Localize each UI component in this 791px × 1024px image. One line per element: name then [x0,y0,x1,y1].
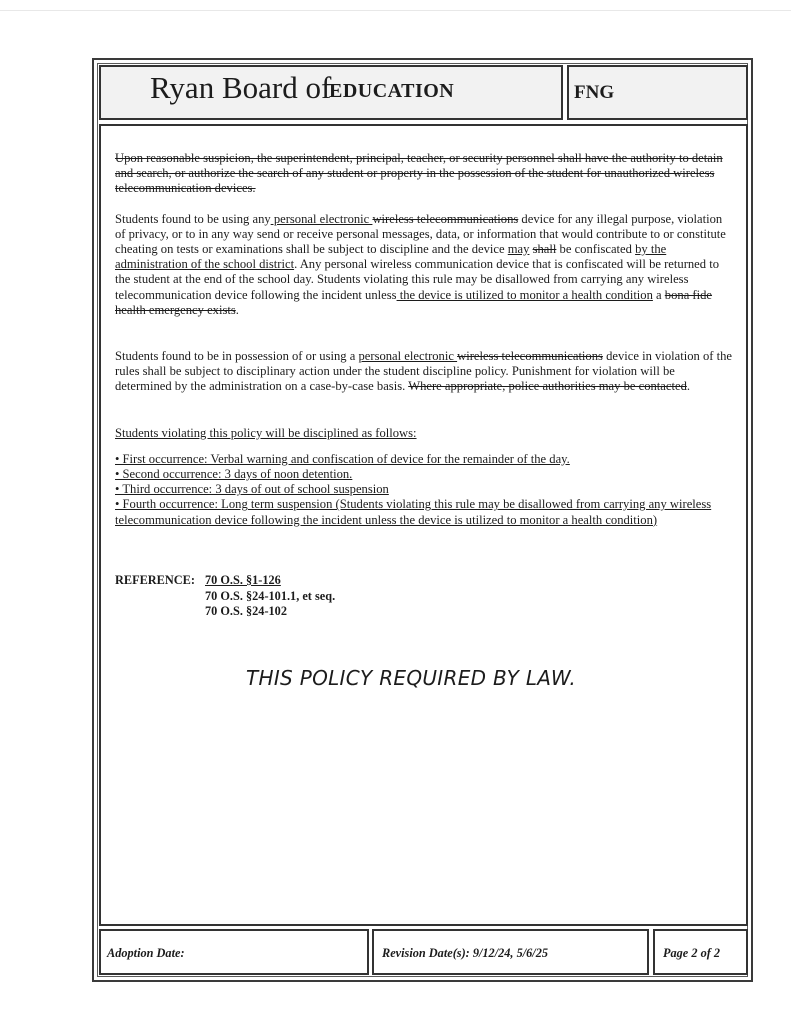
reference-item: 70 O.S. §24-101.1, et seq. [205,588,336,603]
struck-paragraph: Upon reasonable suspicion, the superintendent, principal, teacher, or security personnel shall have the authority to detain and search, or authorize the search of any student or property in the possession of the student for unauthorized wireless telecommunication devices. [115,151,723,196]
reference-item: 70 O.S. §1-126 [205,573,281,587]
scan-edge-line [0,10,791,11]
reference-list [205,573,335,620]
discipline-heading: Students violating this policy will be disciplined as follows: [115,425,417,440]
required-by-law-notice: THIS POLICY REQUIRED BY LAW. [246,666,577,690]
using-device-paragraph: Students found to be using any personal electronic wireless telecommunications device for any illegal purpose, violation of privacy, or to in any way send or receive personal messages, data, or information that would contribute to or constitute cheating on tests or examinations shall be subject to discipline and the device may shall be confiscated by the administration of the school district. Any personal wireless communication device that is confiscated will be returned to the student at the end of the school day. Students violating this rule may be disallowed from carrying any wireless telecommunication device following the incident unless the device is utilized to monitor a health condition a bona fide health emergency exists. [115,211,726,317]
occurrence-item: • Third occurrence: 3 days of out of school suspension [115,482,389,497]
occurrence-item: • Fourth occurrence: Long term suspension (Students violating this rule may be disallowed from carrying any wireless telecommunication device following the incident unless the device is utilized to monitor a health condition) [115,497,712,527]
reference-item: 70 O.S. §24-102 [205,604,287,618]
board-subtitle: EDUCATION [329,80,455,102]
occurrence-item: • Second occurrence: 3 days of noon detention. [115,467,353,482]
occurrence-item: • First occurrence: Verbal warning and confiscation of device for the remainder of the day. [115,451,570,466]
adoption-date-label: Adoption Date: [107,946,185,960]
policy-content [115,151,733,528]
page-number-box [653,929,748,975]
board-title: Ryan Board of [150,70,332,105]
reference-label: REFERENCE: [115,573,195,587]
adoption-date-box [99,929,369,975]
revision-date-label: Revision Date(s): 9/12/24, 5/6/25 [382,946,548,960]
possession-paragraph: Students found to be in possession of or using a personal electronic wireless telecommunications device in violation of the rules shall be subject to disciplinary action under the student discipline policy. Punishment for violation will be determined by the administration on a case-by-case basis. Where appropriate, police authorities may be contacted. [115,349,732,394]
policy-code: FNG [574,82,615,103]
page-number: Page 2 of 2 [663,946,721,960]
revision-date-box [372,929,649,975]
